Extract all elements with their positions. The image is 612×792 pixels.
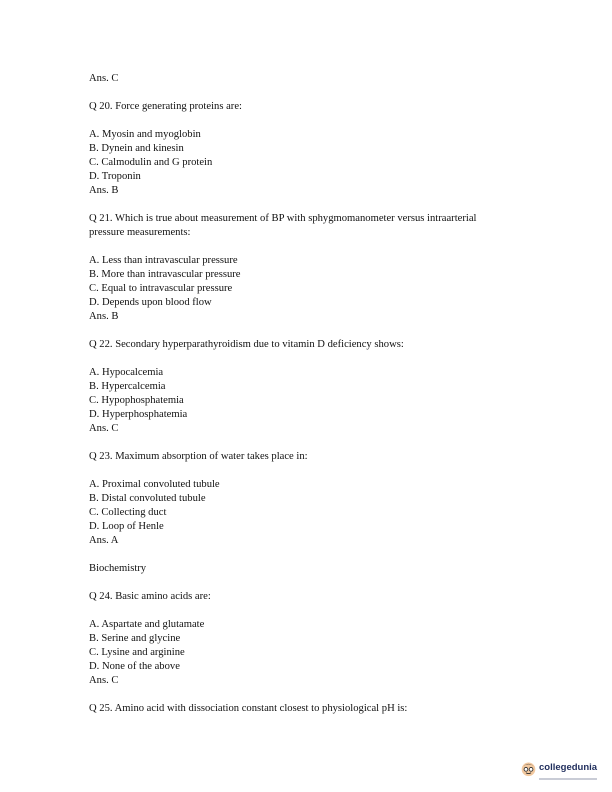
option-line: D. Loop of Henle: [89, 521, 164, 532]
section-heading: Biochemistry: [89, 563, 147, 574]
option-line: A. Hypocalcemia: [89, 367, 164, 378]
spacer: [89, 548, 529, 562]
question-text: Q 25. Amino acid with dissociation constant closest to physiological pH is:: [89, 703, 408, 714]
option-line: D. Troponin: [89, 171, 141, 182]
spacer: [89, 352, 529, 366]
option-line: C. Lysine and arginine: [89, 647, 185, 658]
answer-line: Ans. B: [89, 185, 119, 196]
logo-text: collegedunia: [539, 762, 598, 773]
answer-line: Ans. C: [89, 73, 119, 84]
option-line: D. Depends upon blood flow: [89, 297, 212, 308]
document-body: [89, 72, 529, 716]
option-line: D. Hyperphosphatemia: [89, 409, 188, 420]
option-line: A. Aspartate and glutamate: [89, 619, 205, 630]
collegedunia-mascot-icon: [520, 760, 537, 777]
option-line: A. Proximal convoluted tubule: [89, 479, 220, 490]
spacer: [89, 688, 529, 702]
option-line: C. Hypophosphatemia: [89, 395, 184, 406]
option-line: C. Calmodulin and G protein: [89, 157, 213, 168]
question-text: Q 22. Secondary hyperparathyroidism due to vitamin D deficiency shows:: [89, 339, 404, 350]
spacer: [89, 464, 529, 478]
collegedunia-logo[interactable]: [520, 757, 597, 780]
question-text: Q 23. Maximum absorption of water takes place in:: [89, 451, 308, 462]
question-text: Q 20. Force generating proteins are:: [89, 101, 242, 112]
option-line: A. Myosin and myoglobin: [89, 129, 201, 140]
question-text: Q 21. Which is true about measurement of BP with sphygmomanometer versus intraarterial pressure measurements:: [89, 213, 477, 238]
option-line: B. More than intravascular pressure: [89, 269, 241, 280]
spacer: [89, 240, 529, 254]
answer-line: Ans. B: [89, 311, 119, 322]
option-line: D. None of the above: [89, 661, 180, 672]
answer-line: Ans. C: [89, 675, 119, 686]
spacer: [89, 86, 529, 100]
spacer: [89, 576, 529, 590]
option-line: B. Serine and glycine: [89, 633, 181, 644]
option-line: B. Distal convoluted tubule: [89, 493, 206, 504]
option-line: C. Collecting duct: [89, 507, 167, 518]
option-line: B. Dynein and kinesin: [89, 143, 184, 154]
logo-tagline-bar: [539, 778, 597, 780]
spacer: [89, 114, 529, 128]
answer-line: Ans. C: [89, 423, 119, 434]
spacer: [89, 436, 529, 450]
option-line: B. Hypercalcemia: [89, 381, 166, 392]
spacer: [89, 604, 529, 618]
question-text: Q 24. Basic amino acids are:: [89, 591, 211, 602]
option-line: C. Equal to intravascular pressure: [89, 283, 233, 294]
spacer: [89, 198, 529, 212]
spacer: [89, 324, 529, 338]
option-line: A. Less than intravascular pressure: [89, 255, 238, 266]
answer-line: Ans. A: [89, 535, 119, 546]
